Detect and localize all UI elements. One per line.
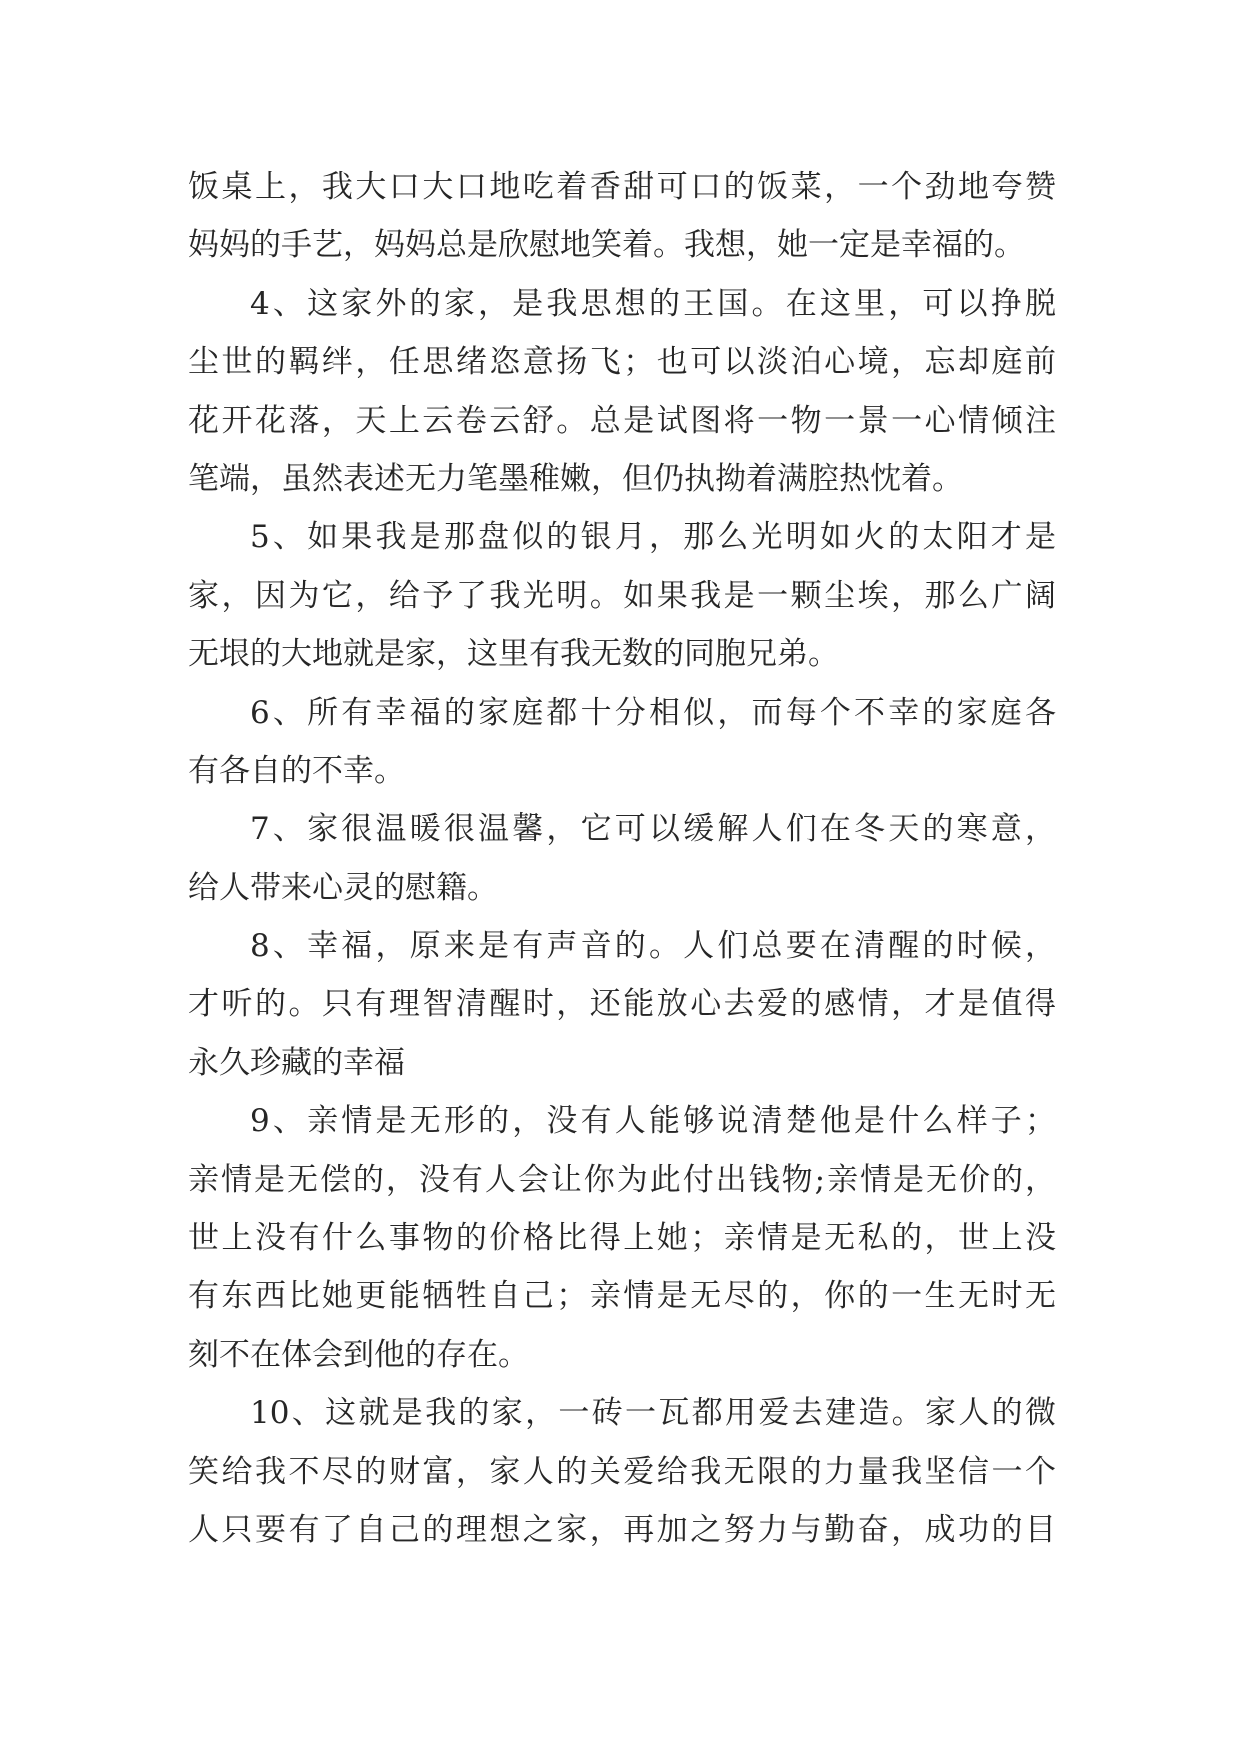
text-line: 才听的。只有理智清醒时，还能放心去爱的感情，才是值得: [188, 986, 1056, 1023]
text-line: 尘世的羁绊，任思绪恣意扬飞；也可以淡泊心境，忘却庭前: [188, 344, 1056, 381]
text-line: 6、所有幸福的家庭都十分相似，而每个不幸的家庭各: [250, 694, 1056, 731]
text-line: 笔端，虽然表述无力笔墨稚嫩，但仍执拗着满腔热忱着。: [188, 460, 963, 497]
text-line: 无垠的大地就是家，这里有我无数的同胞兄弟。: [188, 636, 839, 673]
text-line: 妈妈的手艺，妈妈总是欣慰地笑着。我想，她一定是幸福的。: [188, 227, 1025, 264]
text-line: 有各自的不幸。: [188, 752, 405, 789]
text-line: 饭桌上，我大口大口地吃着香甜可口的饭菜，一个劲地夸赞: [188, 169, 1056, 205]
text-line: 4、这家外的家，是我思想的王国。在这里，可以挣脱: [250, 285, 1056, 322]
text-line: 9、亲情是无形的，没有人能够说清楚他是什么样子；: [250, 1103, 1056, 1140]
body-text: [188, 158, 1056, 1559]
text-line: 10、这就是我的家，一砖一瓦都用爱去建造。家人的微: [250, 1395, 1056, 1432]
text-line: 有东西比她更能牺牲自己；亲情是无尽的，你的一生无时无: [188, 1278, 1056, 1315]
text-line: 刻不在体会到他的存在。: [188, 1336, 529, 1373]
text-line: 笑给我不尽的财富，家人的关爱给我无限的力量我坚信一个: [188, 1453, 1056, 1490]
text-line: 5、如果我是那盘似的银月，那么光明如火的太阳才是: [250, 519, 1056, 556]
text-line: 亲情是无偿的，没有人会让你为此付出钱物;亲情是无价的，: [188, 1161, 1056, 1198]
text-line: 世上没有什么事物的价格比得上她；亲情是无私的，世上没: [188, 1220, 1056, 1257]
text-line: 人只要有了自己的理想之家，再加之努力与勤奋，成功的目: [188, 1511, 1056, 1548]
text-line: 给人带来心灵的慰籍。: [188, 869, 498, 906]
text-line: 家，因为它，给予了我光明。如果我是一颗尘埃，那么广阔: [188, 577, 1056, 614]
text-line: 花开花落，天上云卷云舒。总是试图将一物一景一心情倾注: [188, 402, 1056, 439]
text-line: 8、幸福，原来是有声音的。人们总要在清醒的时候，: [250, 928, 1056, 965]
text-line: 永久珍藏的幸福: [188, 1044, 405, 1081]
text-line: 7、家很温暖很温馨，它可以缓解人们在冬天的寒意，: [250, 811, 1056, 848]
